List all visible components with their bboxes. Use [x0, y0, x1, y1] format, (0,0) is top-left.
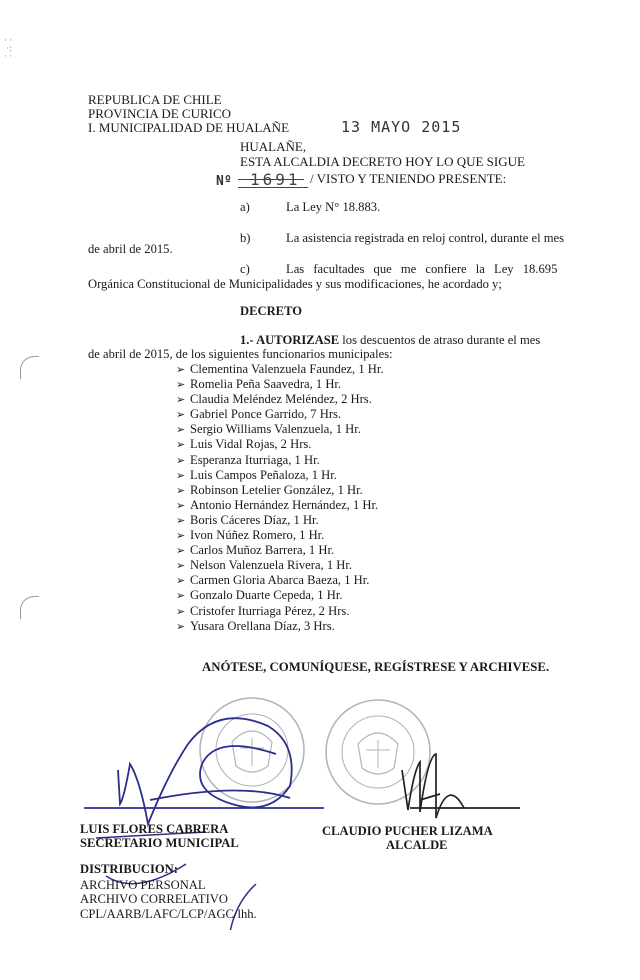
employee-entry: Esperanza Iturriaga, 1 Hr. — [190, 452, 320, 467]
arrow-bullet-icon: ➢ — [176, 575, 186, 588]
employee-entry: Yusara Orellana Díaz, 3 Hrs. — [190, 618, 335, 633]
signature-right-title: ALCALDE — [386, 838, 448, 852]
signature-left-name: LUIS FLORES CABRERA — [80, 822, 229, 836]
employee-list-item — [176, 604, 384, 619]
employee-entry: Robinson Letelier González, 1 Hr. — [190, 482, 363, 497]
employee-entry: Romelia Peña Saavedra, 1 Hr. — [190, 377, 342, 392]
arrow-bullet-icon: ➢ — [176, 560, 186, 573]
employee-list-item — [176, 392, 384, 407]
employee-list-item — [176, 377, 384, 392]
employee-entry: Luis Vidal Rojas, 2 Hrs. — [190, 437, 312, 452]
employee-entry: Carmen Gloria Abarca Baeza, 1 Hr. — [190, 573, 370, 588]
consideration-b-text: La asistencia registrada en reloj control, durante el mes — [286, 231, 564, 245]
arrow-bullet-icon: ➢ — [176, 590, 186, 603]
arrow-bullet-icon: ➢ — [176, 514, 186, 527]
header-municipality: I. MUNICIPALIDAD DE HUALAÑE — [88, 120, 290, 135]
employee-list-item — [176, 513, 384, 528]
arrow-bullet-icon: ➢ — [176, 439, 186, 452]
employee-list-item — [176, 619, 384, 634]
consideration-a-letter: a) — [240, 200, 250, 214]
decreto-item — [240, 333, 540, 348]
employee-list-item — [176, 362, 384, 377]
employee-list-item — [176, 468, 384, 483]
employee-list-item — [176, 422, 384, 437]
arrow-bullet-icon: ➢ — [176, 620, 186, 633]
decree-number: 1691 — [250, 170, 301, 189]
employee-entry: Gabriel Ponce Garrido, 7 Hrs. — [190, 407, 342, 422]
employee-entry: Clementina Valenzuela Faundez, 1 Hr. — [190, 362, 384, 376]
employee-list — [176, 362, 384, 634]
employee-list-item — [176, 407, 384, 422]
employee-entry: Ivon Núñez Romero, 1 Hr. — [190, 528, 325, 543]
employee-entry: Carlos Muñoz Barrera, 1 Hr. — [190, 543, 335, 558]
employee-list-item — [176, 453, 384, 468]
arrow-bullet-icon: ➢ — [176, 530, 186, 543]
consideration-b-letter: b) — [240, 231, 251, 245]
visto-line: / VISTO Y TENIENDO PRESENTE: — [310, 171, 507, 186]
arrow-bullet-icon: ➢ — [176, 454, 186, 467]
date-stamp: 13 MAYO 2015 — [341, 118, 462, 136]
consideration-a-text: La Ley N° 18.883. — [286, 200, 381, 214]
employee-entry: Gonzalo Duarte Cepeda, 1 Hr. — [190, 588, 343, 603]
employee-list-item — [176, 573, 384, 588]
arrow-bullet-icon: ➢ — [176, 499, 186, 512]
employee-list-item — [176, 528, 384, 543]
employee-entry: Nelson Valenzuela Rivera, 1 Hr. — [190, 558, 353, 573]
number-underline — [238, 187, 308, 188]
header-province: PROVINCIA DE CURICO — [88, 106, 232, 121]
arrow-bullet-icon: ➢ — [176, 545, 186, 558]
employee-list-item — [176, 498, 384, 513]
consideration-c-text: Las facultades que me confiere la Ley 18.695 — [286, 262, 558, 276]
employee-entry: Cristofer Iturriaga Pérez, 2 Hrs. — [190, 603, 350, 618]
decreto-item-number: 1.- AUTORIZASE — [240, 333, 340, 347]
distribution-line2: ARCHIVO CORRELATIVO — [80, 892, 228, 906]
distribution-line3: CPL/AARB/LAFC/LCP/AGC/lhh. — [80, 907, 257, 921]
arrow-bullet-icon: ➢ — [176, 605, 186, 618]
employee-list-item — [176, 483, 384, 498]
decreto-title: DECRETO — [240, 304, 303, 318]
closing-statement: ANÓTESE, COMUNÍQUESE, REGÍSTRESE Y ARCHIVESE. — [202, 660, 550, 674]
scan-edge-mark — [20, 356, 39, 379]
employee-entry: Claudia Meléndez Meléndez, 2 Hrs. — [190, 392, 372, 407]
arrow-bullet-icon: ➢ — [176, 484, 186, 497]
employee-list-item — [176, 558, 384, 573]
signature-right-name: CLAUDIO PUCHER LIZAMA — [322, 824, 493, 838]
signature-right — [402, 754, 520, 818]
employee-entry: Antonio Hernández Hernández, 1 Hr. — [190, 497, 379, 512]
header-republic: REPUBLICA DE CHILE — [88, 92, 222, 107]
consideration-c-cont: Orgánica Constitucional de Municipalidades y sus modificaciones, he acordado y; — [88, 277, 502, 291]
consideration-b-cont: de abril de 2015. — [88, 242, 173, 256]
employee-entry: Sergio Williams Valenzuela, 1 Hr. — [190, 422, 361, 437]
employee-list-item — [176, 437, 384, 452]
distribution-line1: ARCHIVO PERSONAL — [80, 878, 206, 892]
scan-specks: · · ·: · · — [4, 35, 13, 61]
consideration-c-letter: c) — [240, 262, 250, 276]
decree-place: HUALAÑE, — [240, 139, 307, 154]
decreto-item-cont: de abril de 2015, de los siguientes funcionarios municipales: — [88, 347, 393, 361]
scan-edge-mark — [20, 596, 39, 619]
decree-statement: ESTA ALCALDIA DECRETO HOY LO QUE SIGUE — [240, 154, 525, 169]
distribution-title: DISTRIBUCION: — [80, 862, 178, 876]
arrow-bullet-icon: ➢ — [176, 379, 186, 392]
decreto-item-text: los descuentos de atraso durante el mes — [339, 333, 541, 347]
employee-entry: Luis Campos Peñaloza, 1 Hr. — [190, 467, 337, 482]
employee-list-item — [176, 588, 384, 603]
signature-left-title: SECRETARIO MUNICIPAL — [80, 836, 239, 850]
municipal-seal-right — [326, 700, 430, 804]
arrow-bullet-icon: ➢ — [176, 409, 186, 422]
employee-list-item — [176, 543, 384, 558]
decree-number-label: Nº — [216, 174, 232, 189]
employee-entry: Boris Cáceres Díaz, 1 Hr. — [190, 512, 319, 527]
number-strike — [238, 179, 304, 180]
arrow-bullet-icon: ➢ — [176, 469, 186, 482]
arrow-bullet-icon: ➢ — [176, 394, 186, 407]
arrow-bullet-icon: ➢ — [176, 424, 186, 437]
arrow-bullet-icon: ➢ — [176, 364, 186, 376]
